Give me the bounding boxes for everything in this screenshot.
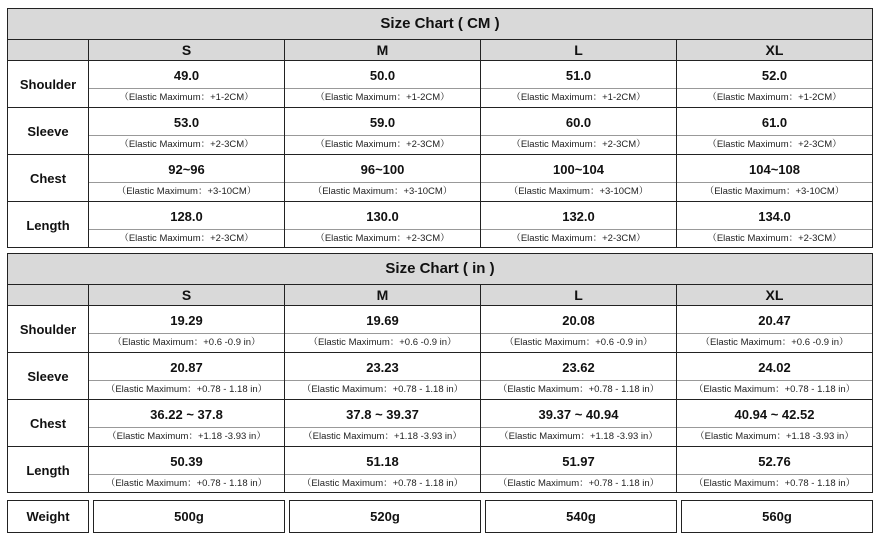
table-cell [89, 447, 285, 493]
size-header-l: L [481, 285, 677, 305]
cell-value: 50.39 [89, 447, 284, 475]
cell-value: 37.8 ~ 39.37 [285, 400, 480, 428]
cell-value: 40.94 ~ 42.52 [677, 400, 872, 428]
table-cell [677, 108, 872, 154]
cell-note: （Elastic Maximum：+0.6 -0.9 in） [700, 337, 849, 348]
cell-note: （Elastic Maximum：+0.78 - 1.18 in） [497, 384, 660, 395]
chart-title-in: Size Chart ( in ) [8, 254, 872, 285]
table-cell [285, 155, 481, 201]
row-label: Sleeve [8, 108, 89, 154]
cell-value: 52.76 [677, 447, 872, 475]
table-cell [285, 61, 481, 107]
cell-value: 60.0 [481, 108, 676, 136]
cell-note: （Elastic Maximum：+0.6 -0.9 in） [504, 337, 653, 348]
table-cell [677, 61, 872, 107]
table-cell [677, 155, 872, 201]
table-cell [677, 400, 872, 446]
chart-title-cm: Size Chart ( CM ) [8, 9, 872, 40]
size-chart-cm [7, 8, 873, 248]
cell-value: 92~96 [89, 155, 284, 183]
table-cell [481, 306, 677, 352]
table-cell [285, 202, 481, 248]
cell-note: （Elastic Maximum：+1.18 -3.93 in） [695, 431, 854, 442]
table-row [8, 61, 872, 108]
cell-value: 24.02 [677, 353, 872, 381]
row-label: Chest [8, 155, 89, 201]
cell-note: （Elastic Maximum：+3-10CM） [312, 186, 453, 197]
cell-value: 130.0 [285, 202, 480, 230]
row-label: Sleeve [8, 353, 89, 399]
cell-value: 53.0 [89, 108, 284, 136]
cell-value: 51.0 [481, 61, 676, 89]
table-cell [481, 155, 677, 201]
size-header-m: M [285, 40, 481, 60]
cell-value: 52.0 [677, 61, 872, 89]
cell-note: （Elastic Maximum：+1.18 -3.93 in） [499, 431, 658, 442]
cell-note: （Elastic Maximum：+3-10CM） [704, 186, 845, 197]
table-row [8, 108, 872, 155]
cell-value: 20.87 [89, 353, 284, 381]
size-header-xl: XL [677, 285, 872, 305]
table-cell [481, 61, 677, 107]
table-cell [89, 155, 285, 201]
cell-note: （Elastic Maximum：+0.78 - 1.18 in） [105, 384, 268, 395]
cell-note: （Elastic Maximum：+1-2CM） [707, 92, 842, 103]
size-header-row [8, 40, 872, 61]
cell-value: 51.18 [285, 447, 480, 475]
cell-value: 36.22 ~ 37.8 [89, 400, 284, 428]
cell-note: （Elastic Maximum：+2-3CM） [511, 139, 646, 150]
table-cell [285, 400, 481, 446]
cell-note: （Elastic Maximum：+0.78 - 1.18 in） [105, 478, 268, 489]
size-header-row [8, 285, 872, 306]
size-header-m: M [285, 285, 481, 305]
cell-value: 23.62 [481, 353, 676, 381]
cell-value: 51.97 [481, 447, 676, 475]
cell-note: （Elastic Maximum：+0.78 - 1.18 in） [497, 478, 660, 489]
cell-note: （Elastic Maximum：+1-2CM） [511, 92, 646, 103]
cell-value: 128.0 [89, 202, 284, 230]
cell-note: （Elastic Maximum：+2-3CM） [707, 233, 842, 244]
row-label: Chest [8, 400, 89, 446]
cell-note: （Elastic Maximum：+1.18 -3.93 in） [107, 431, 266, 442]
cell-note: （Elastic Maximum：+0.78 - 1.18 in） [301, 384, 464, 395]
cell-value: 132.0 [481, 202, 676, 230]
header-corner [8, 285, 89, 305]
weight-label: Weight [7, 500, 89, 533]
table-cell [677, 353, 872, 399]
cell-note: （Elastic Maximum：+3-10CM） [508, 186, 649, 197]
weight-value-m: 520g [289, 500, 481, 533]
cell-value: 104~108 [677, 155, 872, 183]
cell-value: 19.69 [285, 306, 480, 334]
table-row [8, 155, 872, 202]
row-label: Length [8, 447, 89, 493]
cell-note: （Elastic Maximum：+0.6 -0.9 in） [112, 337, 261, 348]
cell-note: （Elastic Maximum：+2-3CM） [315, 139, 450, 150]
cell-value: 23.23 [285, 353, 480, 381]
table-cell [89, 61, 285, 107]
size-header-s: S [89, 285, 285, 305]
weight-value-s: 500g [93, 500, 285, 533]
cell-note: （Elastic Maximum：+1-2CM） [119, 92, 254, 103]
table-cell [285, 447, 481, 493]
cell-note: （Elastic Maximum：+2-3CM） [119, 233, 254, 244]
table-cell [481, 400, 677, 446]
weight-value-l: 540g [485, 500, 677, 533]
table-cell [481, 108, 677, 154]
cm-rows [8, 61, 872, 248]
table-cell [481, 202, 677, 248]
table-row [8, 447, 872, 493]
cell-value: 96~100 [285, 155, 480, 183]
cell-note: （Elastic Maximum：+1.18 -3.93 in） [303, 431, 462, 442]
row-label: Length [8, 202, 89, 248]
cell-value: 100~104 [481, 155, 676, 183]
table-cell [285, 306, 481, 352]
table-cell [481, 353, 677, 399]
cell-value: 50.0 [285, 61, 480, 89]
cell-value: 61.0 [677, 108, 872, 136]
cell-value: 20.08 [481, 306, 676, 334]
cell-value: 134.0 [677, 202, 872, 230]
size-header-s: S [89, 40, 285, 60]
cell-note: （Elastic Maximum：+1-2CM） [315, 92, 450, 103]
weight-row [7, 500, 873, 533]
in-rows [8, 306, 872, 493]
cell-note: （Elastic Maximum：+2-3CM） [707, 139, 842, 150]
table-row [8, 202, 872, 248]
table-cell [677, 447, 872, 493]
cell-value: 59.0 [285, 108, 480, 136]
weight-value-xl: 560g [681, 500, 873, 533]
table-cell [89, 400, 285, 446]
size-chart-in [7, 253, 873, 493]
table-cell [89, 108, 285, 154]
table-cell [285, 353, 481, 399]
cell-note: （Elastic Maximum：+0.6 -0.9 in） [308, 337, 457, 348]
table-cell [89, 202, 285, 248]
cell-note: （Elastic Maximum：+3-10CM） [116, 186, 257, 197]
table-row [8, 353, 872, 400]
table-cell [89, 353, 285, 399]
table-cell [677, 306, 872, 352]
cell-value: 49.0 [89, 61, 284, 89]
cell-value: 19.29 [89, 306, 284, 334]
cell-value: 20.47 [677, 306, 872, 334]
row-label: Shoulder [8, 61, 89, 107]
cell-note: （Elastic Maximum：+2-3CM） [315, 233, 450, 244]
table-row [8, 306, 872, 353]
header-corner [8, 40, 89, 60]
row-label: Shoulder [8, 306, 89, 352]
cell-note: （Elastic Maximum：+2-3CM） [511, 233, 646, 244]
size-header-xl: XL [677, 40, 872, 60]
cell-note: （Elastic Maximum：+0.78 - 1.18 in） [693, 384, 856, 395]
cell-note: （Elastic Maximum：+0.78 - 1.18 in） [301, 478, 464, 489]
table-row [8, 400, 872, 447]
cell-note: （Elastic Maximum：+0.78 - 1.18 in） [693, 478, 856, 489]
cell-note: （Elastic Maximum：+2-3CM） [119, 139, 254, 150]
cell-value: 39.37 ~ 40.94 [481, 400, 676, 428]
size-header-l: L [481, 40, 677, 60]
table-cell [285, 108, 481, 154]
table-cell [89, 306, 285, 352]
table-cell [677, 202, 872, 248]
table-cell [481, 447, 677, 493]
